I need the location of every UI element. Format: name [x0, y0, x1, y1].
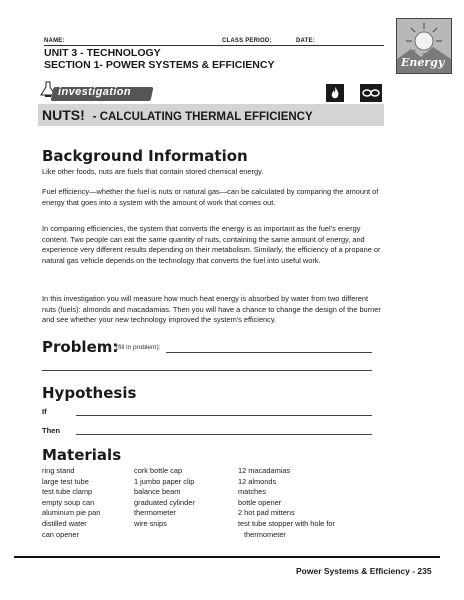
list-item: empty soup can [42, 497, 95, 507]
materials-column-3 [238, 466, 388, 540]
hypothesis-heading: Hypothesis [42, 384, 137, 402]
problem-answer-line-2[interactable] [42, 370, 372, 371]
page-title [42, 107, 313, 123]
list-item: thermometer [134, 508, 176, 518]
header-rule [44, 45, 384, 46]
problem-answer-line-1[interactable] [166, 352, 372, 353]
energy-badge [396, 18, 452, 74]
flame-icon [326, 84, 344, 102]
title-main: NUTS! [42, 107, 85, 123]
hypothesis-if-line[interactable] [76, 415, 372, 416]
date-label: DATE: [296, 38, 315, 44]
list-item: ring stand [42, 466, 75, 475]
goggles-icon [360, 84, 382, 102]
list-item: wire snips [134, 518, 167, 528]
background-paragraph-2: Fuel efficiency—whether the fuel is nuts or natural gas—can be calculated by comparing the amount of energy that goes into a system with the amount of work that comes out. [42, 187, 379, 207]
footer-page-label: Power Systems & Efficiency - 235 [296, 566, 432, 576]
hypothesis-if-label: If [42, 407, 47, 416]
problem-heading: Problem: [42, 338, 119, 356]
problem-hint: (fill in problem): [116, 344, 161, 351]
list-item: test tube clamp [42, 487, 93, 497]
list-item: 2 hot pad mittens [238, 508, 295, 518]
hypothesis-then-line[interactable] [76, 434, 372, 435]
list-item: aluminum pie pan [42, 508, 101, 518]
title-sub: - CALCULATING THERMAL EFFICIENCY [92, 111, 313, 123]
list-item: test tube stopper with hole for [238, 518, 335, 528]
background-heading: Background Information [42, 147, 248, 165]
section-title: SECTION 1- POWER SYSTEMS & EFFICIENCY [44, 59, 275, 71]
badge-text: Energy [401, 56, 445, 69]
background-paragraph-1: Like other foods, nuts are fuels that contain stored chemical energy. [42, 167, 264, 176]
list-item: large test tube [42, 476, 89, 486]
name-label: NAME: [44, 38, 65, 44]
list-item: bottle opener [238, 497, 282, 507]
hypothesis-then-label: Then [42, 426, 60, 435]
background-paragraph-3: In comparing efficiencies, the system that converts the energy is as important as the fuel's energy content. Two people can eat the same quantity of nuts, containing the same amount of energy, and experience very different results depending on their metabolism. Similarly, the efficiency of a propane or natural gas vehicle depends on the technology that converts the fuel into useful work. [42, 224, 381, 265]
list-item: cork bottle cap [134, 466, 183, 475]
list-item: balance beam [134, 487, 181, 497]
materials-heading: Materials [42, 446, 122, 464]
list-item: matches [238, 487, 266, 497]
list-item: distilled water [42, 518, 87, 528]
materials-column-1 [42, 466, 132, 540]
materials-column-2 [134, 466, 234, 530]
list-item: graduated cylinder [134, 497, 195, 507]
list-item: can opener [42, 529, 79, 539]
background-paragraph-4: In this investigation you will measure how much heat energy is absorbed by water from two different nuts (fuels): almonds and macadamias. Then you will have a chance to change the design of the burner and see whether your new technology improved the system's efficiency. [42, 294, 381, 325]
list-item: 12 macadamias [238, 466, 291, 475]
list-item: 12 almonds [238, 476, 277, 486]
investigation-label: investigation [58, 86, 132, 98]
unit-title: UNIT 3 - TECHNOLOGY [44, 47, 161, 59]
footer-rule [14, 556, 440, 558]
list-item: 1 jumbo paper clip [134, 476, 195, 486]
class-period-label: CLASS PERIOD: [222, 38, 272, 44]
list-item: thermometer [244, 529, 286, 539]
